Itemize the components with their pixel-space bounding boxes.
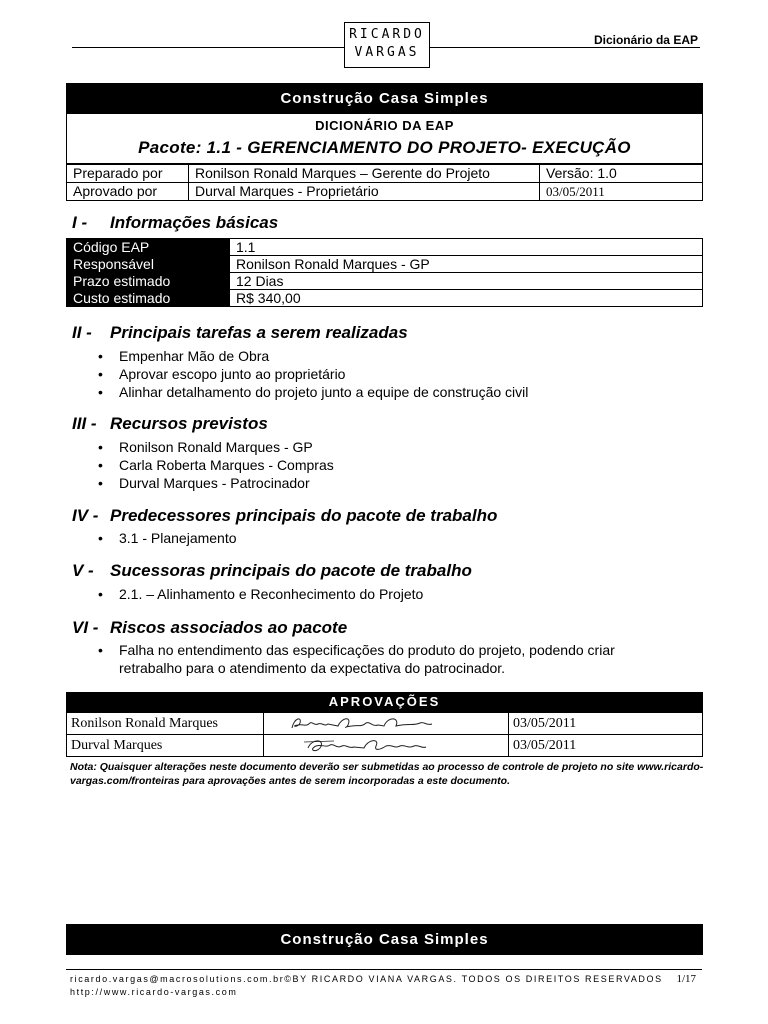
info-label: Custo estimado (67, 290, 230, 307)
predecessors-list (98, 529, 237, 547)
list-item: • 2.1. – Alinhamento e Reconhecimento do Projeto (98, 585, 423, 603)
signature-icon (268, 714, 504, 733)
footer-site-link[interactable]: http://www.ricardo-vargas.com (70, 987, 238, 997)
project-title-bar: Construção Casa Simples (66, 83, 703, 114)
dictionary-label: DICIONÁRIO DA EAP (315, 118, 454, 133)
section-heading-risks (72, 618, 347, 638)
section-heading-resources (72, 414, 268, 434)
list-item: • Ronilson Ronald Marques - GP (98, 438, 334, 456)
approval-row (67, 713, 703, 735)
section-title: Informações básicas (110, 213, 279, 232)
list-item: • Aprovar escopo junto ao proprietário (98, 365, 528, 383)
section-heading-successors (72, 561, 472, 581)
info-value: Ronilson Ronald Marques - GP (230, 256, 703, 273)
section-number: III - (72, 414, 97, 433)
section-title: Riscos associados ao pacote (110, 618, 348, 637)
section-number: IV - (72, 506, 99, 525)
document-header-title: Dicionário da EAP (593, 33, 698, 47)
logo-line2: VARGAS (354, 45, 420, 60)
info-row (67, 290, 703, 307)
approver-name: Ronilson Ronald Marques (67, 713, 264, 735)
section-heading-predecessors (72, 506, 497, 526)
list-item: • 3.1 - Planejamento (98, 529, 237, 547)
approval-row (67, 735, 703, 757)
prepared-by-label: Preparado por (67, 165, 189, 183)
approval-date: 03/05/2011 (509, 713, 703, 735)
section-heading-tasks (72, 323, 408, 343)
approvals-table (66, 712, 703, 757)
approved-by-value: Durval Marques - Proprietário (189, 183, 540, 201)
approvals-title-bar: APROVAÇÕES (66, 692, 703, 712)
footer-copyright: ricardo.vargas@macrosolutions.com.br©BY RICARDO VIANA VARGAS. TODOS OS DIREITOS RESERVADOS (70, 974, 663, 984)
approver-name: Durval Marques (67, 735, 264, 757)
tasks-list (98, 347, 528, 401)
section-title: Recursos previstos (110, 414, 268, 433)
info-label: Prazo estimado (67, 273, 230, 290)
approval-date: 03/05/2011 (509, 735, 703, 757)
list-item: • Alinhar detalhamento do projeto junto a equipe de construção civil (98, 383, 528, 401)
page-number: 1/17 (676, 973, 696, 985)
successors-list (98, 585, 423, 603)
signature-cell (264, 735, 509, 757)
approved-by-label: Aprovado por (67, 183, 189, 201)
section-title: Sucessoras principais do pacote de trabalho (110, 561, 472, 580)
logo-line1: RICARDO (349, 27, 425, 42)
info-value: 12 Dias (230, 273, 703, 290)
list-item: • Empenhar Mão de Obra (98, 347, 528, 365)
resources-list (98, 438, 334, 492)
meta-row-prepared (67, 165, 703, 183)
approved-date: 03/05/2011 (540, 183, 703, 201)
section-number: V - (72, 561, 94, 580)
info-value: R$ 340,00 (230, 290, 703, 307)
info-row (67, 273, 703, 290)
section-number: I - (72, 213, 88, 232)
info-label: Responsável (67, 256, 230, 273)
approval-note: Nota: Quaisquer alterações neste documento deverão ser submetidas ao processo de controle de projeto no site www.ricardo-vargas.com/fronteiras para aprovações antes de serem incorporadas a este documento. (70, 761, 704, 787)
info-label: Código EAP (67, 239, 230, 256)
list-item: • Falha no entendimento das especificações do produto do projeto, podendo criar retrabalho para o atendimento da expectativa do patrocinador. (98, 641, 678, 677)
info-row (67, 256, 703, 273)
section-title: Predecessores principais do pacote de trabalho (110, 506, 498, 525)
ricardo-vargas-logo (344, 22, 430, 68)
footer-title-bar: Construção Casa Simples (66, 924, 703, 955)
list-item: • Carla Roberta Marques - Compras (98, 456, 334, 474)
signature-icon (268, 736, 504, 755)
list-item: • Durval Marques - Patrocinador (98, 474, 334, 492)
section-title: Principais tarefas a serem realizadas (110, 323, 408, 342)
risks-list (98, 641, 678, 677)
info-value: 1.1 (230, 239, 703, 256)
footer-rule (66, 969, 702, 970)
section-number: II - (72, 323, 92, 342)
info-row (67, 239, 703, 256)
section-heading-basic-info (72, 213, 278, 233)
basic-info-table (66, 238, 703, 307)
prepared-by-value: Ronilson Ronald Marques – Gerente do Projeto (189, 165, 540, 183)
meta-row-approved (67, 183, 703, 201)
signature-cell (264, 713, 509, 735)
document-meta-table (66, 164, 703, 201)
version-label: Versão: 1.0 (540, 165, 703, 183)
section-number: VI - (72, 618, 99, 637)
package-title: Pacote: 1.1 - GERENCIAMENTO DO PROJETO- EXECUÇÃO (138, 138, 631, 157)
